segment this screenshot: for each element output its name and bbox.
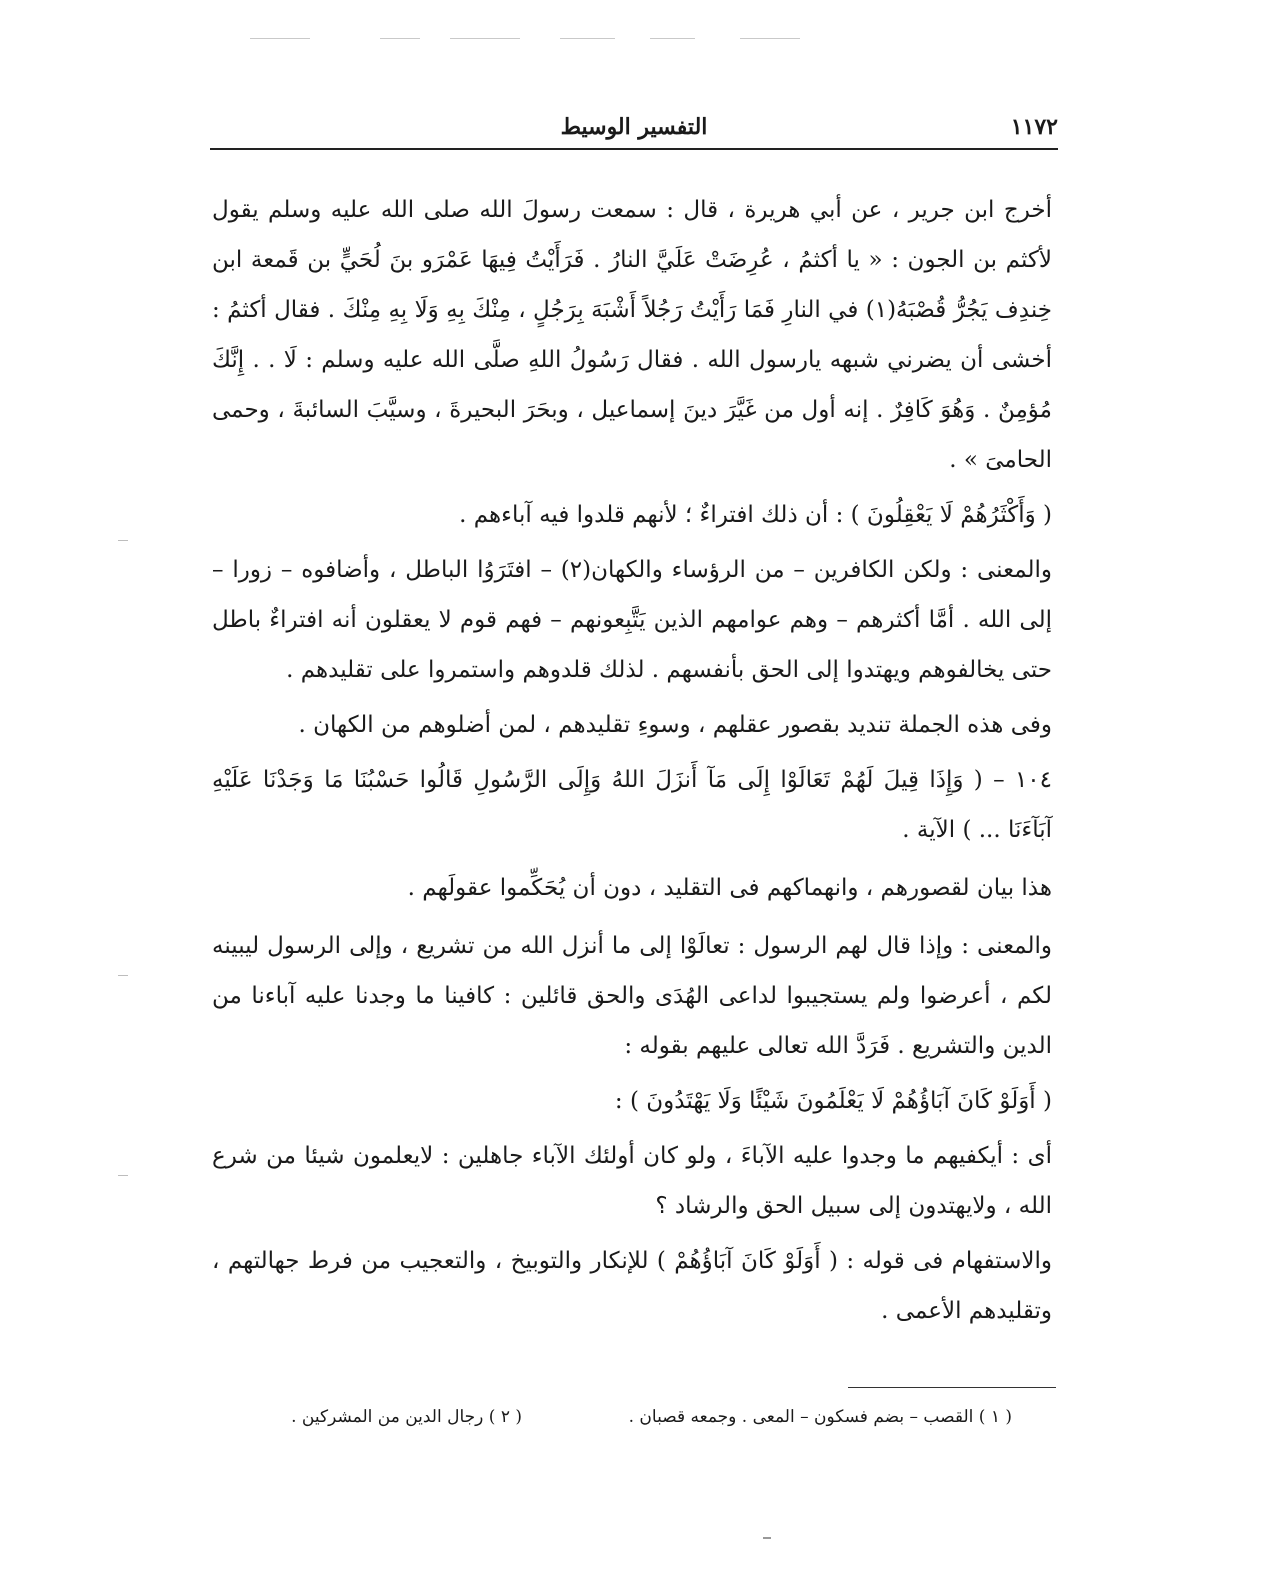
footnote-rule: [848, 1387, 1056, 1388]
running-title: التفسير الوسيط: [560, 114, 708, 140]
scan-artifact: [740, 38, 800, 39]
header-rule: [210, 148, 1058, 150]
scan-artifact: [380, 38, 420, 39]
scan-artifact: [118, 1175, 128, 1176]
paragraph: وفى هذه الجملة تنديد بقصور عقلهم ، وسوءِ تقليدهم ، لمن أضلوهم من الكهان .: [298, 712, 1052, 738]
paragraph: والمعنى : وإذا قال لهم الرسول : تعالَوْا إلى ما أنزل الله من تشريع ، وإلى الرسول ليبينه لكم ، أعرضوا ولم يستجيبوا لداعى الهُدَى والحق قائلين : كافينا ما وجدنا عليه آباءنا من الدين والتشريع . فَرَدَّ الله تعالى عليهم بقوله :: [212, 933, 1052, 1059]
footnote-1: ( ١ ) القصب – بضم فسكون – المعى . وجمعه قصبان .: [628, 1407, 1012, 1427]
page-header: [210, 108, 1058, 144]
paragraph: ( وَأَكْثَرُهُمْ لَا يَعْقِلُونَ ) : أن ذلك افتراءٌ ؛ لأنهم قلدوا فيه آباءهم .: [459, 502, 1052, 528]
paragraph: أى : أيكفيهم ما وجدوا عليه الآباءَ ، ولو كان أولئك الآباء جاهلين : لايعلمون شيئا من شرع الله ، ولايهتدون إلى سبيل الحق والرشاد ؟: [212, 1143, 1052, 1219]
paragraph: هذا بيان لقصورهم ، وانهماكهم فى التقليد ، دون أن يُحَكِّموا عقولَهم .: [407, 875, 1052, 901]
scan-artifact: [118, 540, 128, 541]
scan-artifact: [118, 975, 128, 976]
body-text: [212, 185, 1052, 1336]
scan-artifact: [763, 1537, 771, 1539]
scan-artifact: [560, 38, 615, 39]
page-number: ١١٧٢: [1010, 114, 1058, 140]
paragraph: والمعنى : ولكن الكافرين – من الرؤساء والكهان(٢) – افتَرَوُا الباطل ، وأضافوه – زورا – إلى الله . أمَّا أكثرهم – وهم عوامهم الذين يَتَّبِعونهم – فهم قوم لا يعقلون أنه افتراءٌ باطل حتى يخالفوهم ويهتدوا إلى الحق بأنفسهم . لذلك قلدوهم واستمروا على تقليدهم .: [212, 557, 1052, 683]
footnotes: [212, 1407, 1052, 1437]
quran-verse: ١٠٤ – ( وَإِذَا قِيلَ لَهُمْ تَعَالَوْا إِلَى مَآ أَنزَلَ اللهُ وَإِلَى الرَّسُولِ قَالُوا حَسْبُنَا مَا وَجَدْنَا عَلَيْهِ آبَآءَنَا ... ) الآية .: [212, 767, 1052, 843]
scan-artifact: [650, 38, 695, 39]
footnote-2: ( ٢ ) رجال الدين من المشركين .: [291, 1407, 522, 1427]
paragraph: أخرج ابن جرير ، عن أبي هريرة ، قال : سمعت رسولَ الله صلى الله عليه وسلم يقول لأكثم بن الجون : « يا أكثمُ ، عُرِضَتْ عَلَيَّ النارُ . فَرَأَيْتُ فِيهَا عَمْرَو بنَ لُحَيٍّ بن قَمعة ابن خِندِف يَجُرُّ قُصْبَهُ(١) في النارِ فَمَا رَأَيْتُ رَجُلاً أَشْبَهَ بِرَجُلٍ ، مِنْكَ بِهِ وَلَا بِهِ مِنْكَ . فقال أكثمُ : أخشى أن يضرني شبهه يارسول الله . فقال رَسُولُ اللهِ صلَّى الله عليه وسلم : لَا . . إِنَّكَ مُؤمِنٌ . وَهُوَ كَافِرٌ . إنه أول من غَيَّرَ دينَ إسماعيل ، وبحَرَ البحيرةَ ، وسيَّبَ السائبةَ ، وحمى الحامىَ » .: [212, 197, 1052, 473]
scan-artifact: [450, 38, 520, 39]
scan-artifact: [250, 38, 310, 39]
paragraph: والاستفهام فى قوله : ( أَوَلَوْ كَانَ آبَاؤُهُمْ ) للإنكار والتوبيخ ، والتعجيب من فرط جهالتهم ، وتقليدهم الأعمى .: [212, 1248, 1052, 1324]
quran-verse: ( أَوَلَوْ كَانَ آبَاؤُهُمْ لَا يَعْلَمُونَ شَيْئًا وَلَا يَهْتَدُونَ ) :: [614, 1088, 1052, 1114]
